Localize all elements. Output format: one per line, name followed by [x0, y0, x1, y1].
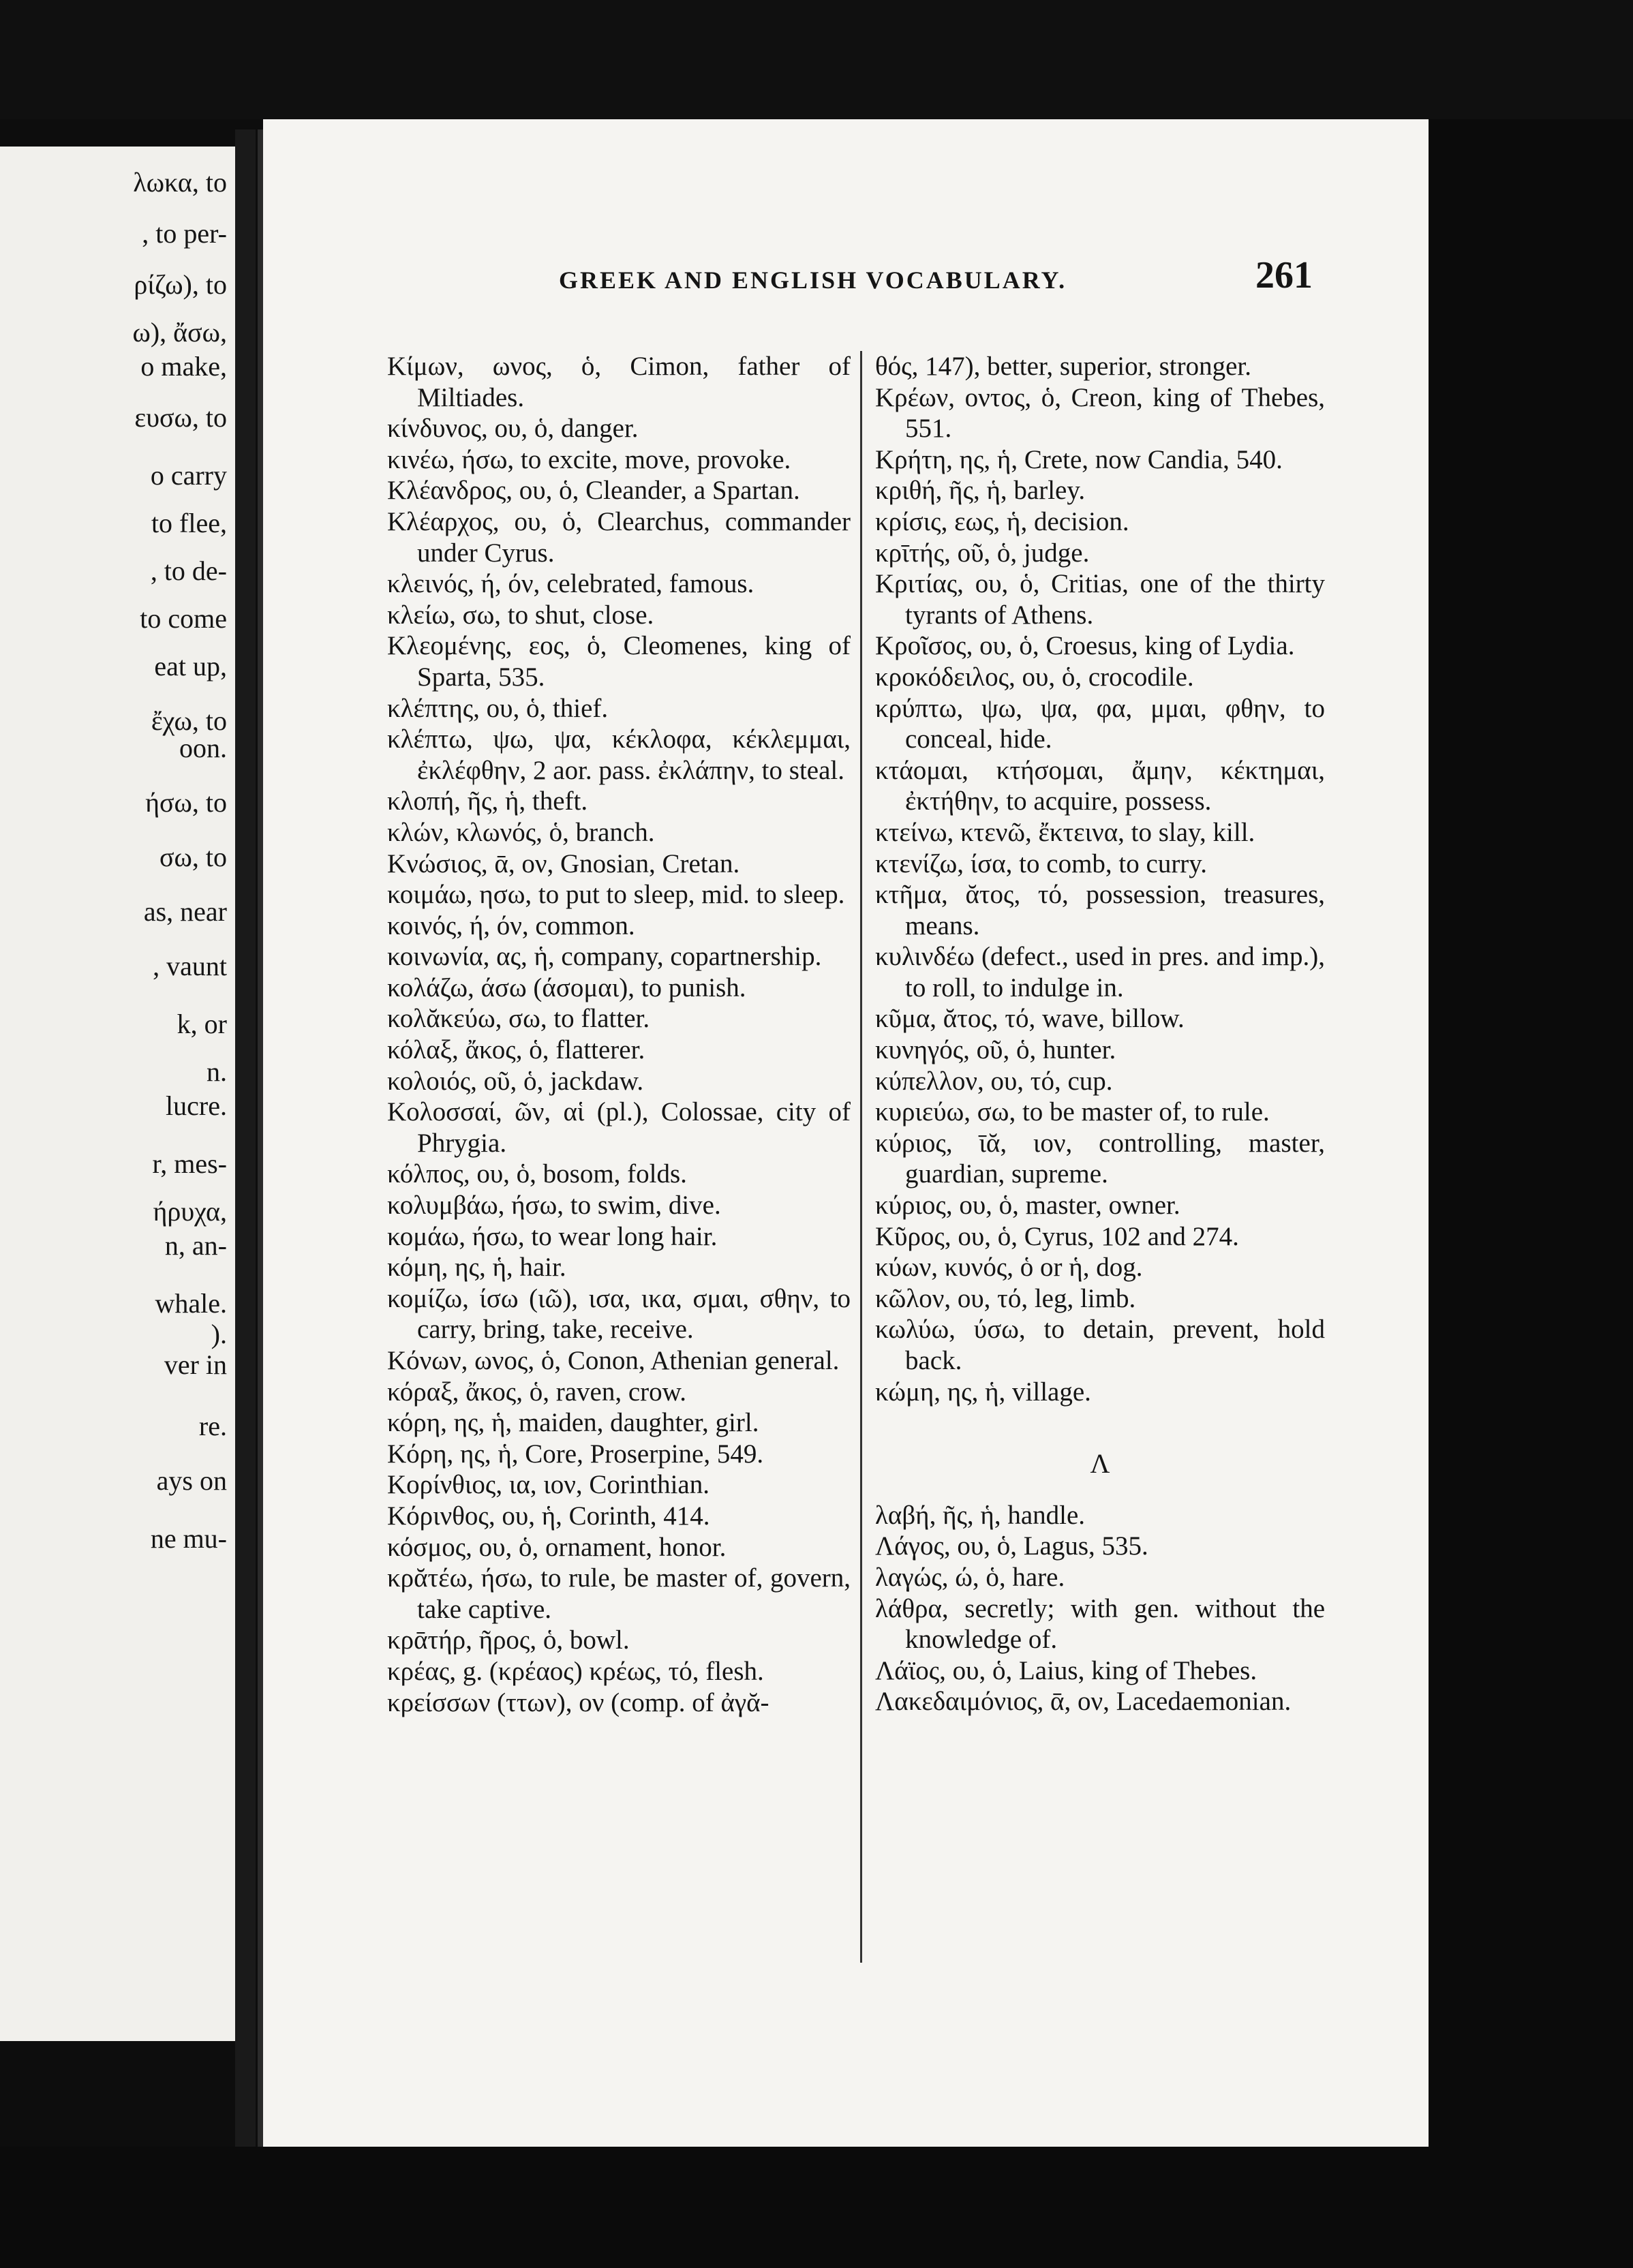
- vocabulary-entry: κύπελλον, ου, τό, cup.: [875, 1066, 1113, 1096]
- vocabulary-entry: κινέω, ήσω, to excite, move, provoke.: [387, 444, 791, 474]
- vocabulary-entry: κλοπή, ῆς, ἡ, theft.: [387, 786, 588, 816]
- vocabulary-entry: κοινωνία, ας, ἡ, company, copartnership.: [387, 942, 822, 972]
- vocabulary-entry: κολᾰκεύω, σω, to flatter.: [387, 1004, 650, 1034]
- vocabulary-entry: κτενίζω, ίσα, to comb, to curry.: [875, 848, 1208, 878]
- left-page-text-fragment: ρίζω), to: [134, 269, 227, 300]
- column-divider: [860, 351, 862, 1963]
- left-page-text-fragment: whale.: [155, 1288, 227, 1319]
- spine-edge: [258, 129, 263, 2147]
- vocabulary-entry: κωλύω, ύσω, to detain, prevent, hold back.: [875, 1315, 1325, 1375]
- vocabulary-entry: κίνδυνος, ου, ὁ, danger.: [387, 414, 639, 444]
- left-page-text-fragment: ήρυχα,: [153, 1196, 227, 1227]
- vocabulary-entry: κρέας, g. (κρέαος) κρέως, τό, flesh.: [387, 1656, 764, 1686]
- vocabulary-entry: κύριος, ῑᾰ, ιον, controlling, master, guardian, supreme.: [875, 1128, 1325, 1189]
- vocabulary-entry: κύων, κυνός, ὁ or ἡ, dog.: [875, 1253, 1143, 1283]
- vocabulary-entry: Λακεδαιμόνιος, ᾱ, ον, Lacedaemonian.: [875, 1687, 1292, 1717]
- left-page-text-fragment: , to per-: [142, 218, 227, 249]
- left-page-text-fragment: r, mes-: [152, 1148, 227, 1179]
- vocabulary-entry: Λάϊος, ου, ὁ, Laius, king of Thebes.: [875, 1655, 1257, 1685]
- vocabulary-entry: Κῦρος, ου, ὁ, Cyrus, 102 and 274.: [875, 1221, 1239, 1251]
- vocabulary-entry: Κλέαρχος, ου, ὁ, Clearchus, commander under Cyrus.: [387, 506, 851, 568]
- scan-right-border: [1429, 119, 1633, 2268]
- vocabulary-entry: κλέπτης, ου, ὁ, thief.: [387, 693, 609, 723]
- vocabulary-entry: κτῆμα, ᾰτος, τό, possession, treasures, means.: [875, 880, 1325, 940]
- vocabulary-entry: κοινός, ή, όν, common.: [387, 910, 635, 940]
- vocabulary-entry: κόλαξ, ἄκος, ὁ, flatterer.: [387, 1035, 645, 1065]
- vocabulary-entry: κόλπος, ου, ὁ, bosom, folds.: [387, 1159, 687, 1189]
- left-page-text-fragment: , vaunt: [153, 951, 227, 981]
- left-page-text-fragment: ).: [211, 1319, 227, 1349]
- vocabulary-entry: κρύπτω, ψω, ψα, φα, μμαι, φθην, to conceal, hide.: [875, 693, 1325, 754]
- vocabulary-entry: κολυμβάω, ήσω, to swim, dive.: [387, 1191, 721, 1221]
- left-page-text-fragment: , to de-: [150, 555, 227, 586]
- vocabulary-entry: κτείνω, κτενῶ, ἔκτεινα, to slay, kill.: [875, 817, 1255, 847]
- vocabulary-entry: κυλινδέω (defect., used in pres. and imp.), to roll, to indulge in.: [875, 942, 1325, 1002]
- vocabulary-entry: κώμη, ης, ἡ, village.: [875, 1377, 1091, 1407]
- scan-bottom-border: [0, 2147, 1633, 2268]
- vocabulary-entry: θός, 147), better, superior, stronger.: [875, 352, 1251, 381]
- vocabulary-entry: κόρη, ης, ἡ, maiden, daughter, girl.: [387, 1408, 759, 1438]
- vocabulary-entry: κυριεύω, σω, to be master of, to rule.: [875, 1097, 1270, 1127]
- vocabulary-entry: κλεινός, ή, όν, celebrated, famous.: [387, 569, 754, 599]
- left-page-text-fragment: k, or: [177, 1009, 227, 1039]
- vocabulary-entry: κρᾰτέω, ήσω, to rule, be master of, govern, take captive.: [387, 1563, 851, 1624]
- left-page-text-fragment: to come: [140, 603, 227, 634]
- left-page-text-fragment: oon.: [179, 733, 227, 763]
- vocabulary-entry: κόραξ, ἄκος, ὁ, raven, crow.: [387, 1377, 687, 1407]
- left-page-fragment: [0, 147, 235, 2041]
- vocabulary-entry: Κλέανδρος, ου, ὁ, Cleander, a Spartan.: [387, 476, 800, 506]
- vocabulary-entry: κρίσις, εως, ἡ, decision.: [875, 506, 1129, 536]
- vocabulary-entry: κτάομαι, κτήσομαι, ἄμην, κέκτημαι, ἐκτήθην, to acquire, possess.: [875, 755, 1325, 816]
- left-page-text-fragment: lucre.: [166, 1090, 227, 1121]
- vocabulary-entry: Κόνων, ωνος, ὁ, Conon, Athenian general.: [387, 1346, 840, 1375]
- left-page-text-fragment: eat up,: [154, 651, 227, 681]
- vocabulary-entry: κόσμος, ου, ὁ, ornament, honor.: [387, 1532, 727, 1562]
- vocabulary-entry: Κίμων, ωνος, ὁ, Cimon, father of Miltiades.: [387, 352, 851, 412]
- vocabulary-entry: κοιμάω, ησω, to put to sleep, mid. to sleep.: [387, 880, 845, 910]
- left-page-text-fragment: n.: [207, 1056, 227, 1087]
- vocabulary-entry: κομάω, ήσω, to wear long hair.: [387, 1221, 718, 1251]
- left-page-text-fragment: to flee,: [151, 508, 227, 538]
- vocabulary-entry: λαβή, ῆς, ἡ, handle.: [875, 1500, 1086, 1530]
- vocabulary-entry: λάθρα, secretly; with gen. without the knowledge of.: [875, 1593, 1325, 1655]
- vocabulary-entry: Κόρη, ης, ἡ, Core, Proserpine, 549.: [387, 1439, 764, 1469]
- vocabulary-entry: Κροῖσος, ου, ὁ, Croesus, king of Lydia.: [875, 631, 1295, 661]
- vocabulary-entry: κλών, κλωνός, ὁ, branch.: [387, 817, 655, 847]
- vocabulary-entry: Κολοσσαί, ῶν, αἱ (pl.), Colossae, city of Phrygia.: [387, 1097, 851, 1158]
- vocabulary-entry: Κλεομένης, εος, ὁ, Cleomenes, king of Sparta, 535.: [387, 631, 851, 692]
- running-header: GREEK AND ENGLISH VOCABULARY.: [559, 266, 1067, 294]
- vocabulary-entry: Λάγος, ου, ὁ, Lagus, 535.: [875, 1531, 1148, 1561]
- vocabulary-entry: Κόρινθος, ου, ἡ, Corinth, 414.: [387, 1501, 710, 1531]
- vocabulary-entry: κυνηγός, οῦ, ὁ, hunter.: [875, 1035, 1116, 1065]
- vocabulary-entry: κροκόδειλος, ου, ὁ, crocodile.: [875, 662, 1194, 692]
- vocabulary-entry: Κνώσιος, ᾱ, ον, Gnosian, Cretan.: [387, 848, 740, 878]
- left-page-text-fragment: o make,: [140, 351, 227, 382]
- vocabulary-entry: Κρέων, οντος, ὁ, Creon, king of Thebes, 551.: [875, 382, 1325, 444]
- left-page-text-fragment: ευσω, to: [134, 402, 227, 433]
- left-page-text-fragment: ἔχω, to: [151, 705, 227, 736]
- vocabulary-entry: κολάζω, άσω (άσομαι), to punish.: [387, 972, 746, 1002]
- left-page-text-fragment: ays on: [156, 1465, 227, 1496]
- vocabulary-entry: κομίζω, ίσω (ιῶ), ισα, ικα, σμαι, σθην, to carry, bring, take, receive.: [387, 1283, 851, 1345]
- vocabulary-entry: κρᾱτήρ, ῆρος, ὁ, bowl.: [387, 1625, 630, 1655]
- left-page-text-fragment: re.: [198, 1411, 227, 1441]
- vocabulary-entry: κλέπτω, ψω, ψα, κέκλοφα, κέκλεμμαι, ἐκλέφθην, 2 aor. pass. ἐκλάπην, to steal.: [387, 724, 851, 785]
- left-page-text-fragment: ήσω, to: [145, 787, 227, 818]
- vocabulary-entry: κῶλον, ου, τό, leg, limb.: [875, 1283, 1136, 1313]
- left-page-text-fragment: n, an-: [164, 1230, 227, 1261]
- vocabulary-entry: κῦμα, ᾰτος, τό, wave, billow.: [875, 1004, 1185, 1034]
- left-column: [387, 351, 851, 1718]
- vocabulary-entry: κριθή, ῆς, ἡ, barley.: [875, 476, 1086, 506]
- vocabulary-entry: λαγώς, ώ, ὁ, hare.: [875, 1562, 1065, 1592]
- left-page-text-fragment: σω, to: [159, 842, 227, 872]
- left-page-text-fragment: ver in: [164, 1349, 227, 1380]
- vocabulary-entry: Κορίνθιος, ια, ιον, Corinthian.: [387, 1470, 709, 1500]
- page-number: 261: [1255, 254, 1313, 296]
- section-letter-heading: Λ: [1090, 1448, 1110, 1480]
- vocabulary-entry: Κρήτη, ης, ἡ, Crete, now Candia, 540.: [875, 444, 1283, 474]
- book-spine: [235, 129, 256, 2147]
- left-page-text-fragment: o carry: [150, 460, 227, 491]
- left-page-text-fragment: λωκα, to: [133, 167, 227, 198]
- left-page-text-fragment: ω), ἄσω,: [132, 317, 227, 348]
- left-page-text-fragment: as, near: [143, 896, 227, 927]
- vocabulary-entry: κλείω, σω, to shut, close.: [387, 600, 654, 630]
- vocabulary-entry: κρείσσων (ττων), ον (comp. of ἀγᾰ-: [387, 1687, 769, 1717]
- vocabulary-entry: κολοιός, οῦ, ὁ, jackdaw.: [387, 1066, 644, 1096]
- vocabulary-entry: κύριος, ου, ὁ, master, owner.: [875, 1191, 1180, 1221]
- right-column: [875, 351, 1325, 1717]
- vocabulary-entry: κόμη, ης, ἡ, hair.: [387, 1253, 566, 1283]
- scan-top-border: [0, 0, 1633, 119]
- vocabulary-entry: Κριτίας, ου, ὁ, Critias, one of the thirty tyrants of Athens.: [875, 569, 1325, 630]
- left-page-text-fragment: ne mu-: [150, 1523, 227, 1554]
- vocabulary-entry: κρῑτής, οῦ, ὁ, judge.: [875, 538, 1090, 568]
